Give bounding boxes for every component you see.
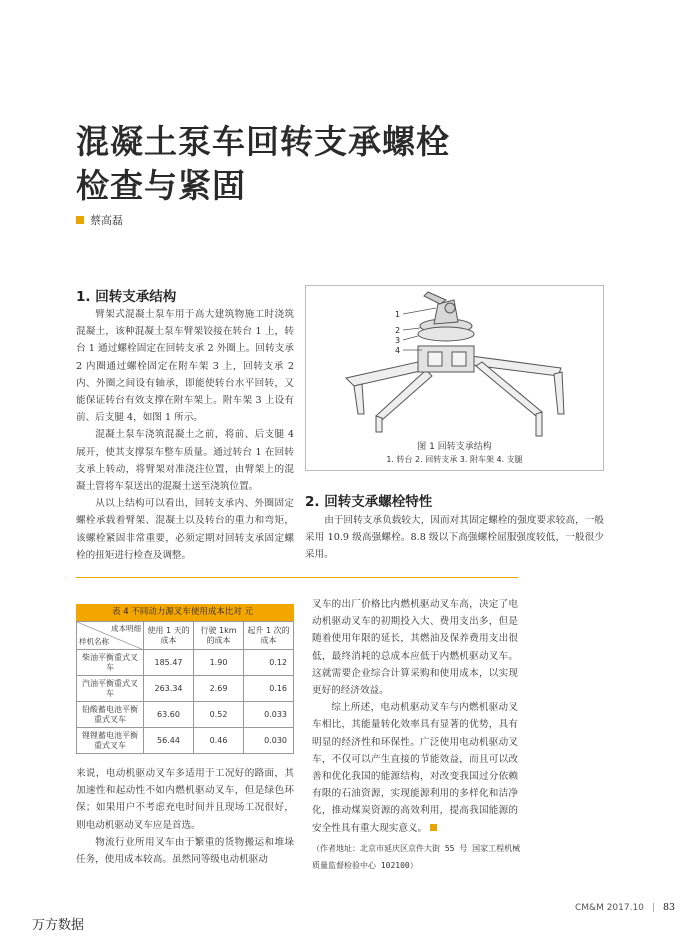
table-row — [77, 702, 294, 728]
author-name: 蔡高磊 — [90, 214, 123, 227]
journal-issue: CM&M 2017.10 — [575, 902, 644, 913]
section-1-heading: 1. 回转支承结构 — [76, 289, 177, 305]
table-row — [77, 728, 294, 754]
cost-table — [76, 604, 294, 754]
paragraph: 来说，电动机驱动叉车多适用于工况好的路面，其加速性和起动性不如内燃机驱动叉车，但是绿色环保；如果用户不考虑充电时间并且现场工况很好，则电动机驱动叉车应是首选。 — [76, 768, 294, 831]
table-title: 表 4 不同动力源叉车使用成本比对 元 — [76, 604, 294, 621]
title-line-1: 混凝土泵车回转支承螺栓 — [76, 122, 450, 161]
figure-label-2: 2 — [395, 326, 401, 335]
table-cell: 185.47 — [144, 650, 194, 676]
table-header-cell: 使用 1 天的成本 — [144, 622, 194, 650]
left-lower-text — [76, 765, 294, 868]
section-1-body — [76, 306, 294, 564]
table-cell-name: 锂锂蓄电池平衡重式叉车 — [77, 728, 144, 754]
table-cell: 0.16 — [244, 676, 294, 702]
right-lower-text — [312, 596, 518, 837]
section-divider — [76, 577, 518, 578]
article-title — [76, 120, 636, 208]
table-header-row — [77, 622, 294, 650]
paragraph: 混凝土泵车浇筑混凝土之前，将前、后支腿 4 展开，使其支撑泵车整车质量。通过转台 1 在回转支承上转动，将臂架对准浇注位置，由臂架上的混凝土管将车泵送出的混凝土送至浇筑位置。 — [76, 429, 294, 493]
table-cell: 0.033 — [244, 702, 294, 728]
figure-label-1: 1 — [395, 310, 401, 319]
paragraph-text: 综上所述，电动机驱动叉车与内燃机驱动叉车相比，其能量转化效率具有显著的优势，具有明显的经济性和环保性。广泛使用电动机驱动叉车，不仅可以产生直接的节能效益，而且可以改善和优化我国的能源结构，对改变我国过分依赖有限的石油资源，实现能源利用的多样化和洁净化，推动煤炭资源的高效利用，提高我国能源的安全性具有重大现实意义。 — [312, 702, 518, 834]
author-address: （作者地址：北京市延庆区京件大街 55 号 国家工程机械质量监督检验中心 102100） — [312, 844, 521, 870]
table-cell: 0.030 — [244, 728, 294, 754]
table-cell: 63.60 — [144, 702, 194, 728]
end-square-icon — [430, 824, 437, 831]
paragraph: 叉车的出厂价格比内燃机驱动叉车高，决定了电动机驱动叉车的初期投入大、费用支出多，但是随着使用年限的延长，其燃油及保养费用支出很低，最终消耗的总成本应低于内燃机驱动叉车。这就需要企业综合计算采购和使用成本，以实现更好的经济效益。 — [312, 599, 518, 697]
footer-separator: | — [651, 902, 655, 913]
section-1 — [76, 285, 294, 564]
cost-table-grid — [76, 621, 294, 754]
table-cell-name: 汽油平衡重式叉车 — [77, 676, 144, 702]
figure-label-3: 3 — [395, 336, 401, 345]
paragraph: 由于回转支承负载较大，因而对其固定螺栓的强度要求较高，一般采用 10.9 级高强螺栓。8.8 级以下高强螺栓屈服强度较低，一般很少采用。 — [305, 515, 604, 561]
page-number: 83 — [662, 902, 676, 913]
table-row — [77, 676, 294, 702]
figure-1-caption — [305, 441, 604, 466]
table-cell: 0.12 — [244, 650, 294, 676]
paragraph: 臂架式混凝土泵车用于高大建筑物施工时浇筑混凝土，该种混凝土泵车臂架铰接在转台 1 上，转台 1 通过螺栓固定在回转支承 2 外圈上。回转支承 2 内圈通过螺栓固定在附车架 3 上，回转支承 2 内、外圈之间设有轴承，即能使转台水平回转，又能保证转台有效支撑在附车架上。附车架 3 上设有前、后支腿 4，如图 1 所示。 — [76, 309, 294, 424]
author-line — [76, 212, 123, 228]
table-cell: 2.69 — [194, 676, 244, 702]
section-2 — [305, 490, 604, 564]
figure-caption-items: 1. 转台 2. 回转支承 3. 附车架 4. 支腿 — [386, 455, 523, 464]
table-cell: 0.46 — [194, 728, 244, 754]
page-footer — [575, 902, 675, 913]
paragraph: 从以上结构可以看出，回转支承内、外圈固定螺栓承载着臂架、混凝土以及转台的重力和弯矩，该螺栓紧固非常重要，必须定期对回转支承固定螺栓的扭矩进行检查及调整。 — [76, 498, 294, 561]
title-line-2: 检查与紧固 — [76, 166, 246, 205]
table-header-cell: 起升 1 次的成本 — [244, 622, 294, 650]
table-cell: 0.52 — [194, 702, 244, 728]
paragraph — [312, 699, 518, 837]
table-row — [77, 650, 294, 676]
square-bullet-icon — [76, 216, 84, 224]
paragraph: 物流行业所用叉车由于繁重的货物搬运和堆垛任务，使用成本较高。虽然同等级电动机驱动 — [76, 836, 294, 866]
section-2-body — [305, 512, 604, 564]
figure-caption-title: 图 1 回转支承结构 — [417, 442, 492, 452]
table-cell: 1.90 — [194, 650, 244, 676]
table-cell: 263.34 — [144, 676, 194, 702]
diag-bottom-label: 样机名称 — [79, 637, 109, 646]
section-2-heading: 2. 回转支承螺栓特性 — [305, 494, 433, 510]
diag-top-label: 成本明细 — [111, 624, 141, 633]
watermark-text: 万方数据 — [32, 918, 85, 933]
table-cell-name: 铅酸蓄电池平衡重式叉车 — [77, 702, 144, 728]
table-cell-name: 柴油平衡重式叉车 — [77, 650, 144, 676]
figure-label-4: 4 — [395, 346, 401, 355]
table-diagonal-header — [77, 622, 144, 650]
table-cell: 56.44 — [144, 728, 194, 754]
table-header-cell: 行驶 1km 的成本 — [194, 622, 244, 650]
